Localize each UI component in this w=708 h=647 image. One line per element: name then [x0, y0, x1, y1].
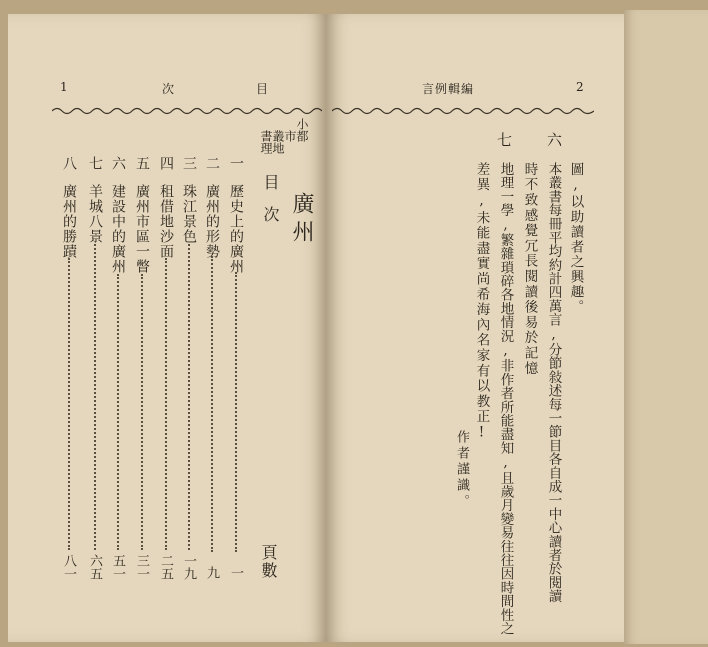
series-name-line3: 叢地	[271, 130, 285, 154]
right-page	[326, 14, 624, 642]
left-header-char: 次	[162, 82, 176, 96]
toc-entry-page: 九	[204, 566, 219, 579]
author-signature: 作者謹識。	[454, 430, 469, 510]
toc-entry-title: 羊城八景	[87, 184, 103, 244]
body-column: 圖,以助讀者之興趣。	[567, 162, 584, 315]
toc-leader	[141, 274, 143, 550]
toc-entry-page: 一	[228, 566, 243, 579]
left-header-char-2: 目	[256, 82, 270, 96]
toc-entry-title: 廣州的形勢	[204, 184, 220, 259]
right-page-number: 2	[576, 80, 584, 94]
toc-entry-page: 二五	[158, 554, 173, 580]
series-name-line1: 小都	[295, 118, 309, 142]
toc-entry-title: 珠江景色	[181, 184, 197, 244]
toc-entry-number: 七	[87, 156, 103, 170]
toc-entry-title: 歷史上的廣州	[228, 184, 244, 274]
body-column: 時不致感覺冗長閱讀後易於記憶	[521, 162, 538, 377]
toc-leader	[235, 272, 237, 552]
series-name-line2: 市	[283, 130, 297, 142]
toc-entry-title: 租借地沙面	[158, 184, 174, 259]
toc-entry-page: 八一	[61, 554, 76, 580]
left-page	[8, 14, 326, 642]
toc-entry-title: 廣州市區一瞥	[134, 184, 150, 274]
toc-leader	[68, 258, 70, 550]
toc-entry-number: 二	[204, 156, 220, 170]
toc-entry-number: 六	[110, 156, 126, 170]
toc-leader	[211, 256, 213, 552]
toc-leader	[94, 244, 96, 550]
right-header-rule	[332, 106, 594, 116]
pages-heading: 頁數	[259, 544, 278, 580]
body-column: 本叢書每冊平均約計四萬言,分節敍述每一節目各自成一中心讀者於閱讀	[545, 162, 562, 603]
toc-entry-number: 一	[228, 156, 244, 170]
toc-entry-page: 六五	[87, 554, 102, 580]
right-header: 言例輯編	[422, 82, 475, 96]
toc-leader	[188, 244, 190, 550]
toc-entry-number: 五	[134, 156, 150, 170]
toc-entry-number: 四	[158, 156, 174, 170]
back-pages	[624, 10, 708, 644]
toc-entry-title: 建設中的廣州	[110, 184, 126, 274]
toc-entry-number: 三	[181, 156, 197, 170]
book-title: 廣州	[289, 192, 314, 248]
toc-entry-page: 五一	[110, 554, 125, 580]
left-page-number: 1	[60, 80, 68, 94]
toc-entry-number: 八	[61, 156, 77, 170]
body-column: 差異,未能盡實尚希海內名家有以教正!	[473, 162, 490, 443]
body-column: 地理一學,繁雜瑣碎各地情況,非作者所能盡知,且歲月變易往往因時間性之	[497, 162, 514, 636]
toc-leader	[165, 258, 167, 550]
series-name-line4: 書理	[259, 130, 273, 154]
toc-heading: 目次	[261, 174, 280, 238]
item-seven-number: 七	[495, 132, 513, 147]
toc-entry-title: 廣州的勝蹟	[61, 184, 77, 259]
toc-entry-page: 三一	[134, 554, 149, 580]
item-six-number: 六	[545, 132, 563, 147]
left-header-rule	[52, 106, 322, 116]
toc-leader	[117, 274, 119, 550]
toc-entry-page: 一九	[181, 554, 196, 580]
